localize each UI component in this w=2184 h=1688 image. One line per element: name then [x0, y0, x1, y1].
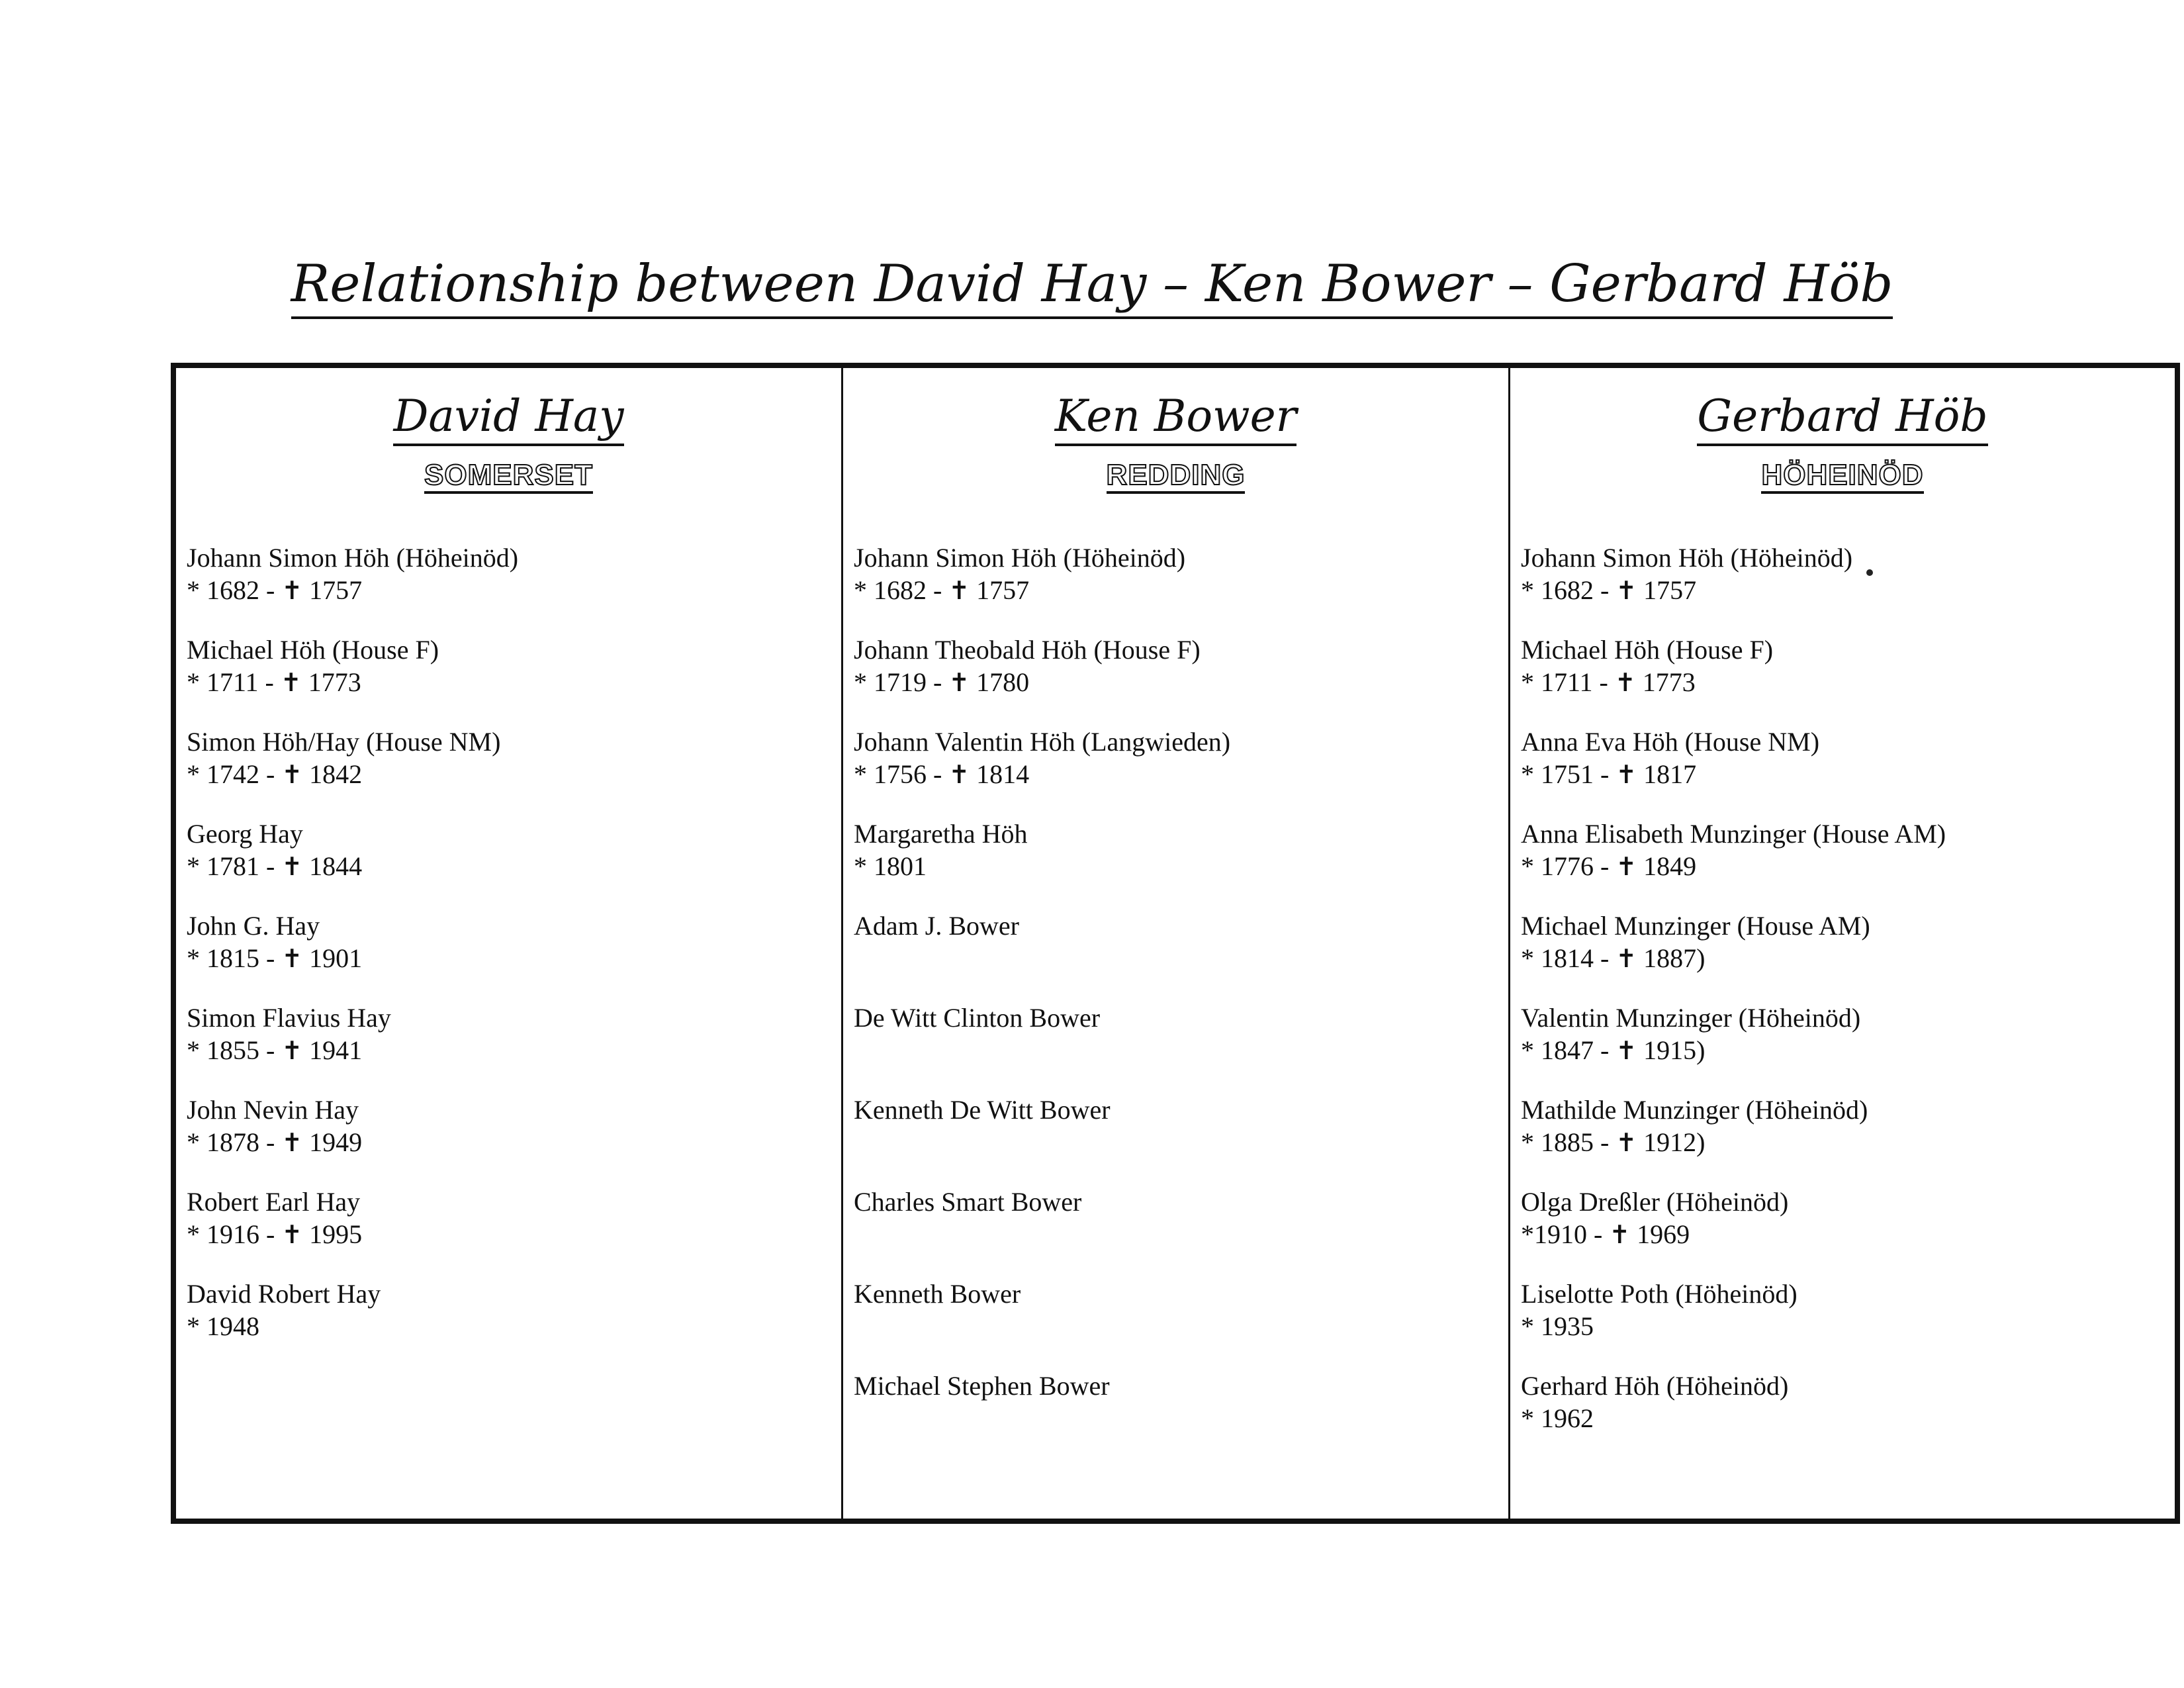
- ancestor-entry: [187, 633, 835, 726]
- ancestor-entry: [854, 818, 1502, 910]
- ancestor-name: Liselotte Poth (Höheinöd): [1521, 1279, 1797, 1309]
- ancestor-name: John Nevin Hay: [187, 1095, 359, 1125]
- life-dates: [187, 850, 835, 883]
- birth-date: * 1801: [854, 851, 927, 881]
- life-dates: [1521, 1402, 2168, 1434]
- ancestor-name: Michael Höh (House F): [1521, 635, 1774, 665]
- birth-date: * 1682 -: [1521, 575, 1616, 605]
- life-dates: [187, 1310, 835, 1342]
- ancestor-entry: [187, 1094, 835, 1186]
- death-date: 1915): [1637, 1035, 1706, 1065]
- column-header: [843, 368, 1508, 494]
- birth-date: * 1719 -: [854, 667, 949, 697]
- ancestor-entry: [854, 1186, 1502, 1278]
- document-title-text: Relationship between David Hay – Ken Bower – Gerbard Höb: [291, 258, 1893, 319]
- life-dates: [187, 942, 835, 975]
- ancestor-entry: [187, 541, 835, 633]
- column-ken-bower: [843, 368, 1510, 1519]
- ancestor-name: Adam J. Bower: [854, 911, 1019, 941]
- death-cross-icon: ✝: [1615, 576, 1637, 605]
- ancestor-entry: [854, 633, 1502, 726]
- column-person-name: David Hay: [393, 395, 623, 446]
- column-gerbard-hob: [1510, 368, 2175, 1519]
- ancestor-name: Simon Höh/Hay (House NM): [187, 727, 501, 757]
- life-dates: [1521, 1218, 2168, 1251]
- column-header: [1510, 368, 2175, 494]
- column-person-name: Gerbard Höb: [1697, 395, 1987, 446]
- life-dates: [187, 758, 835, 791]
- ancestor-entry: [187, 818, 835, 910]
- column-place-name: SOMERSET: [424, 461, 593, 494]
- ancestor-entry: [187, 726, 835, 818]
- life-dates: [1521, 942, 2168, 975]
- ancestor-entry: [1521, 541, 2168, 633]
- life-dates: [187, 1126, 835, 1159]
- ancestor-entry: [854, 1002, 1502, 1094]
- birth-date: * 1751 -: [1521, 759, 1616, 789]
- ancestor-name: Valentin Munzinger (Höheinöd): [1521, 1003, 1861, 1033]
- death-cross-icon: ✝: [948, 576, 970, 605]
- ancestor-name: Gerhard Höh (Höheinöd): [1521, 1371, 1789, 1401]
- birth-date: * 1962: [1521, 1403, 1594, 1433]
- ancestor-entry: [854, 1370, 1502, 1462]
- birth-date: * 1711 -: [1521, 667, 1615, 697]
- death-date: 1780: [970, 667, 1030, 697]
- relationship-table: [171, 363, 2180, 1524]
- ancestor-entry: [1521, 726, 2168, 818]
- birth-date: * 1682 -: [187, 575, 282, 605]
- ancestor-name: Anna Elisabeth Munzinger (House AM): [1521, 819, 1946, 849]
- death-date: 1844: [302, 851, 363, 881]
- ancestor-name: Anna Eva Höh (House NM): [1521, 727, 1820, 757]
- ancestor-entry: [1521, 1094, 2168, 1186]
- ancestor-name: Michael Höh (House F): [187, 635, 439, 665]
- ancestor-name: Margaretha Höh: [854, 819, 1028, 849]
- life-dates: [1521, 574, 2168, 607]
- death-cross-icon: ✝: [281, 852, 303, 881]
- death-date: 1995: [302, 1219, 363, 1249]
- death-date: 1941: [302, 1035, 363, 1065]
- ancestor-name: John G. Hay: [187, 911, 320, 941]
- death-date: 1814: [970, 759, 1030, 789]
- ancestor-list: [854, 541, 1502, 1462]
- column-david-hay: [176, 368, 843, 1519]
- birth-date: * 1948: [187, 1311, 259, 1341]
- ancestor-name: Michael Munzinger (House AM): [1521, 911, 1870, 941]
- ancestor-entry: [187, 1002, 835, 1094]
- column-person-name: Ken Bower: [1055, 395, 1297, 446]
- death-cross-icon: ✝: [1615, 1036, 1637, 1065]
- ancestor-entry: [854, 1094, 1502, 1186]
- ancestor-name: Robert Earl Hay: [187, 1187, 361, 1217]
- death-cross-icon: ✝: [1609, 1220, 1631, 1249]
- ancestor-name: Johann Simon Höh (Höheinöd): [187, 543, 519, 573]
- life-dates: [854, 758, 1502, 791]
- birth-date: * 1781 -: [187, 851, 282, 881]
- death-date: 1949: [302, 1127, 363, 1157]
- life-dates: [187, 574, 835, 607]
- death-date: 1901: [302, 943, 363, 973]
- death-cross-icon: ✝: [281, 760, 303, 789]
- ancestor-entry: [1521, 910, 2168, 1002]
- scan-speck: [1866, 569, 1873, 576]
- life-dates: [854, 850, 1502, 882]
- ancestor-entry: [1521, 818, 2168, 910]
- birth-date: * 1815 -: [187, 943, 282, 973]
- life-dates: [1521, 850, 2168, 883]
- death-cross-icon: ✝: [1615, 852, 1637, 881]
- birth-date: *1910 -: [1521, 1219, 1610, 1249]
- birth-date: * 1711 -: [187, 667, 281, 697]
- death-date: 1773: [1635, 667, 1696, 697]
- ancestor-name: Kenneth Bower: [854, 1279, 1021, 1309]
- ancestor-entry: [854, 1278, 1502, 1370]
- death-cross-icon: ✝: [280, 668, 302, 697]
- death-cross-icon: ✝: [281, 1036, 303, 1065]
- life-dates: [854, 666, 1502, 699]
- death-cross-icon: ✝: [281, 1220, 303, 1249]
- life-dates: [854, 574, 1502, 607]
- death-date: 1773: [301, 667, 361, 697]
- birth-date: * 1916 -: [187, 1219, 282, 1249]
- column-place-name: HÖHEINÖD: [1761, 461, 1923, 494]
- ancestor-name: De Witt Clinton Bower: [854, 1003, 1101, 1033]
- life-dates: [187, 1218, 835, 1251]
- ancestor-entry: [187, 1278, 835, 1370]
- death-date: 1757: [302, 575, 363, 605]
- column-header: [176, 368, 841, 494]
- ancestor-entry: [1521, 1186, 2168, 1278]
- column-place-name: REDDING: [1107, 461, 1246, 494]
- birth-date: * 1878 -: [187, 1127, 282, 1157]
- life-dates: [1521, 1310, 2168, 1342]
- ancestor-entry: [854, 910, 1502, 1002]
- ancestor-name: Simon Flavius Hay: [187, 1003, 391, 1033]
- document-title: [0, 254, 2184, 319]
- death-cross-icon: ✝: [1615, 1128, 1637, 1157]
- birth-date: * 1847 -: [1521, 1035, 1616, 1065]
- death-date: 1817: [1637, 759, 1697, 789]
- birth-date: * 1885 -: [1521, 1127, 1616, 1157]
- death-cross-icon: ✝: [281, 944, 303, 973]
- ancestor-entry: [854, 726, 1502, 818]
- death-date: 1757: [1637, 575, 1697, 605]
- ancestor-name: Johann Simon Höh (Höheinöd): [854, 543, 1186, 573]
- death-cross-icon: ✝: [281, 576, 303, 605]
- death-date: 1757: [970, 575, 1030, 605]
- life-dates: [1521, 1126, 2168, 1159]
- life-dates: [187, 666, 835, 699]
- death-cross-icon: ✝: [948, 668, 970, 697]
- ancestor-name: Johann Theobald Höh (House F): [854, 635, 1201, 665]
- birth-date: * 1756 -: [854, 759, 949, 789]
- ancestor-name: Charles Smart Bower: [854, 1187, 1082, 1217]
- death-date: 1849: [1637, 851, 1697, 881]
- ancestor-entry: [1521, 1002, 2168, 1094]
- life-dates: [1521, 1034, 2168, 1067]
- birth-date: * 1682 -: [854, 575, 949, 605]
- ancestor-name: David Robert Hay: [187, 1279, 381, 1309]
- birth-date: * 1742 -: [187, 759, 282, 789]
- death-cross-icon: ✝: [1614, 668, 1636, 697]
- death-cross-icon: ✝: [948, 760, 970, 789]
- ancestor-name: Johann Valentin Höh (Langwieden): [854, 727, 1231, 757]
- ancestor-entry: [854, 541, 1502, 633]
- death-cross-icon: ✝: [281, 1128, 303, 1157]
- ancestor-name: Michael Stephen Bower: [854, 1371, 1110, 1401]
- ancestor-name: Georg Hay: [187, 819, 303, 849]
- ancestor-name: Mathilde Munzinger (Höheinöd): [1521, 1095, 1868, 1125]
- life-dates: [187, 1034, 835, 1067]
- ancestor-entry: [1521, 633, 2168, 726]
- death-cross-icon: ✝: [1615, 760, 1637, 789]
- ancestor-entry: [187, 910, 835, 1002]
- death-date: 1842: [302, 759, 363, 789]
- ancestor-name: Kenneth De Witt Bower: [854, 1095, 1111, 1125]
- death-date: 1912): [1637, 1127, 1706, 1157]
- birth-date: * 1776 -: [1521, 851, 1616, 881]
- life-dates: [1521, 758, 2168, 791]
- death-date: 1969: [1630, 1219, 1690, 1249]
- birth-date: * 1935: [1521, 1311, 1594, 1341]
- ancestor-entry: [1521, 1278, 2168, 1370]
- ancestor-entry: [1521, 1370, 2168, 1462]
- ancestor-entry: [187, 1186, 835, 1278]
- ancestor-name: Johann Simon Höh (Höheinöd): [1521, 543, 1853, 573]
- ancestor-list: [1521, 541, 2168, 1462]
- birth-date: * 1814 -: [1521, 943, 1616, 973]
- death-date: 1887): [1637, 943, 1706, 973]
- birth-date: * 1855 -: [187, 1035, 282, 1065]
- life-dates: [1521, 666, 2168, 699]
- ancestor-name: Olga Dreßler (Höheinöd): [1521, 1187, 1789, 1217]
- ancestor-list: [187, 541, 835, 1370]
- death-cross-icon: ✝: [1615, 944, 1637, 973]
